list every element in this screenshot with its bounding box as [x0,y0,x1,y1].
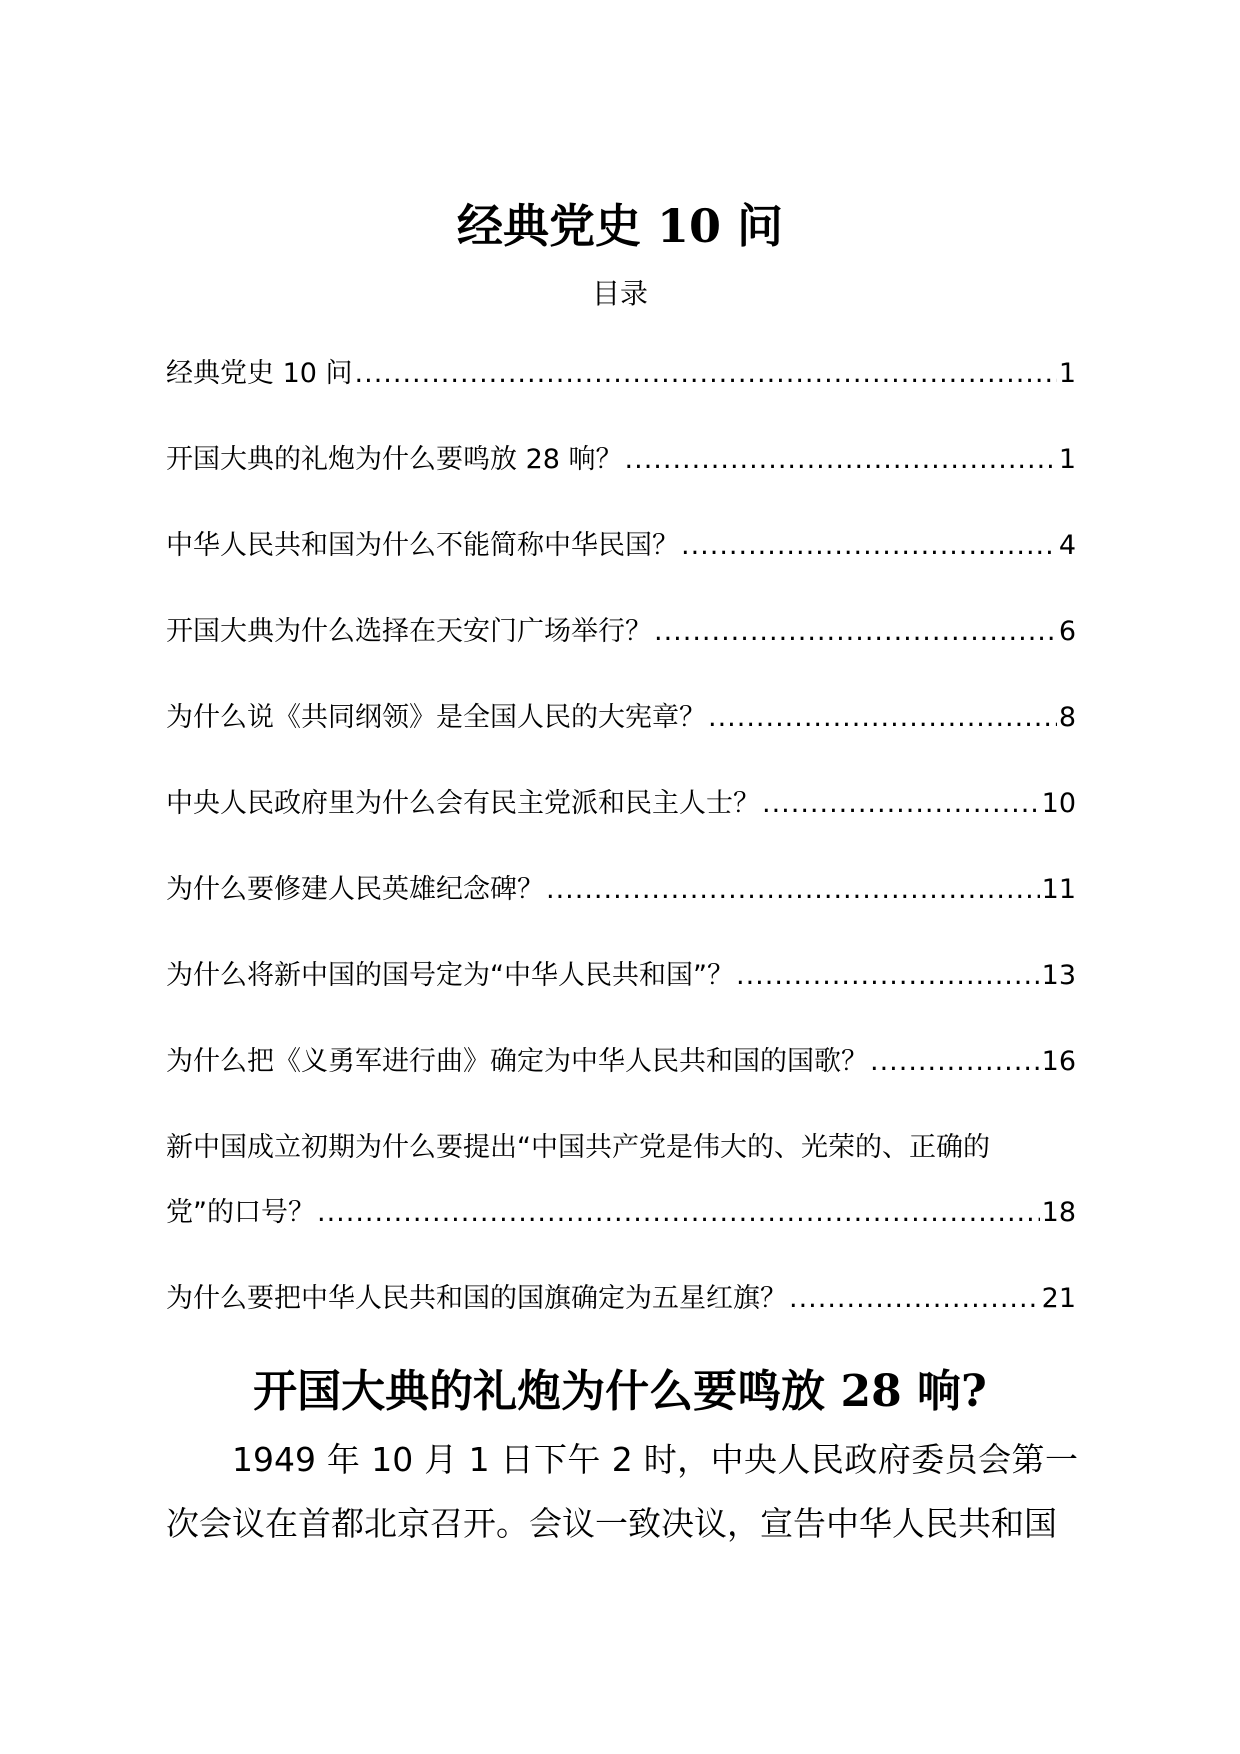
toc-page-number: 4 [1058,530,1076,561]
toc-entry-title: 为什么要修建人民英雄纪念碑？ [166,874,544,905]
toc-entry-title: 为什么要把中华人民共和国的国旗确定为五星红旗？ [166,1283,787,1314]
toc-entry-title: 中央人民政府里为什么会有民主党派和民主人士？ [166,788,760,819]
toc-page-number: 16 [1041,1046,1076,1077]
toc-entry[interactable] [166,1042,1076,1082]
toc-entry[interactable] [166,440,1076,480]
body-paragraph: 1949 年 10 月 1 日下午 2 时，中央人民政府委员会第一次会议在首都北京召开。会议一致决议，宣告中华人民共和国 [166,1440,1078,1543]
toc-entry-title-line1: 新中国成立初期为什么要提出“中国共产党是伟大的、光荣的、正确的 [166,1132,990,1163]
toc-entry-title: 为什么将新中国的国号定为“中华人民共和国”？ [166,960,734,991]
toc-entry-title: 为什么把《义勇军进行曲》确定为中华人民共和国的国歌？ [166,1046,868,1077]
toc-page-number: 10 [1041,788,1076,819]
toc-page-number: 11 [1041,874,1076,905]
toc-page-number: 1 [1058,444,1076,475]
toc-leader-dots [317,1193,1040,1233]
toc-entry[interactable] [166,1279,1076,1319]
toc-entry-title-line2: 党”的口号？ [166,1197,315,1228]
section-title: 开国大典的礼炮为什么要鸣放 28 响? [253,1366,987,1417]
toc-entry-title: 中华人民共和国为什么不能简称中华民国？ [166,530,679,561]
toc-leader-dots [625,440,1057,480]
document-title: 经典党史 10 问 [456,199,784,253]
toc-leader-dots [762,784,1040,824]
toc-entry[interactable] [166,784,1076,824]
toc-leader-dots [681,526,1057,566]
toc-leader-dots [654,612,1057,652]
toc-leader-dots [736,956,1040,996]
toc-entry-title: 经典党史 10 问 [166,358,353,389]
toc-entry[interactable] [166,526,1076,566]
toc-leader-dots [708,698,1057,738]
toc-page-number: 21 [1041,1283,1076,1314]
toc-page-number: 18 [1041,1197,1076,1228]
toc-leader-dots [870,1042,1040,1082]
toc-heading: 目录 [591,277,648,310]
toc-entry[interactable] [166,354,1076,394]
toc-entry-title: 开国大典为什么选择在天安门广场举行？ [166,616,652,647]
toc-page-number: 13 [1041,960,1076,991]
toc-entry[interactable] [166,870,1076,910]
toc-entry-title: 开国大典的礼炮为什么要鸣放 28 响？ [166,444,623,475]
toc-page-number: 8 [1058,702,1076,733]
toc-leader-dots [789,1279,1040,1319]
toc-entry[interactable] [166,698,1076,738]
toc-page-number: 1 [1058,358,1076,389]
toc-entry[interactable] [166,956,1076,996]
toc-leader-dots [546,870,1040,910]
toc-entry[interactable] [166,1128,1076,1233]
toc-page-number: 6 [1058,616,1076,647]
toc-entry-line2 [166,1193,1076,1233]
toc-entry[interactable] [166,612,1076,652]
table-of-contents [166,354,1076,1365]
toc-entry-title: 为什么说《共同纲领》是全国人民的大宪章？ [166,702,706,733]
toc-leader-dots [355,354,1057,394]
